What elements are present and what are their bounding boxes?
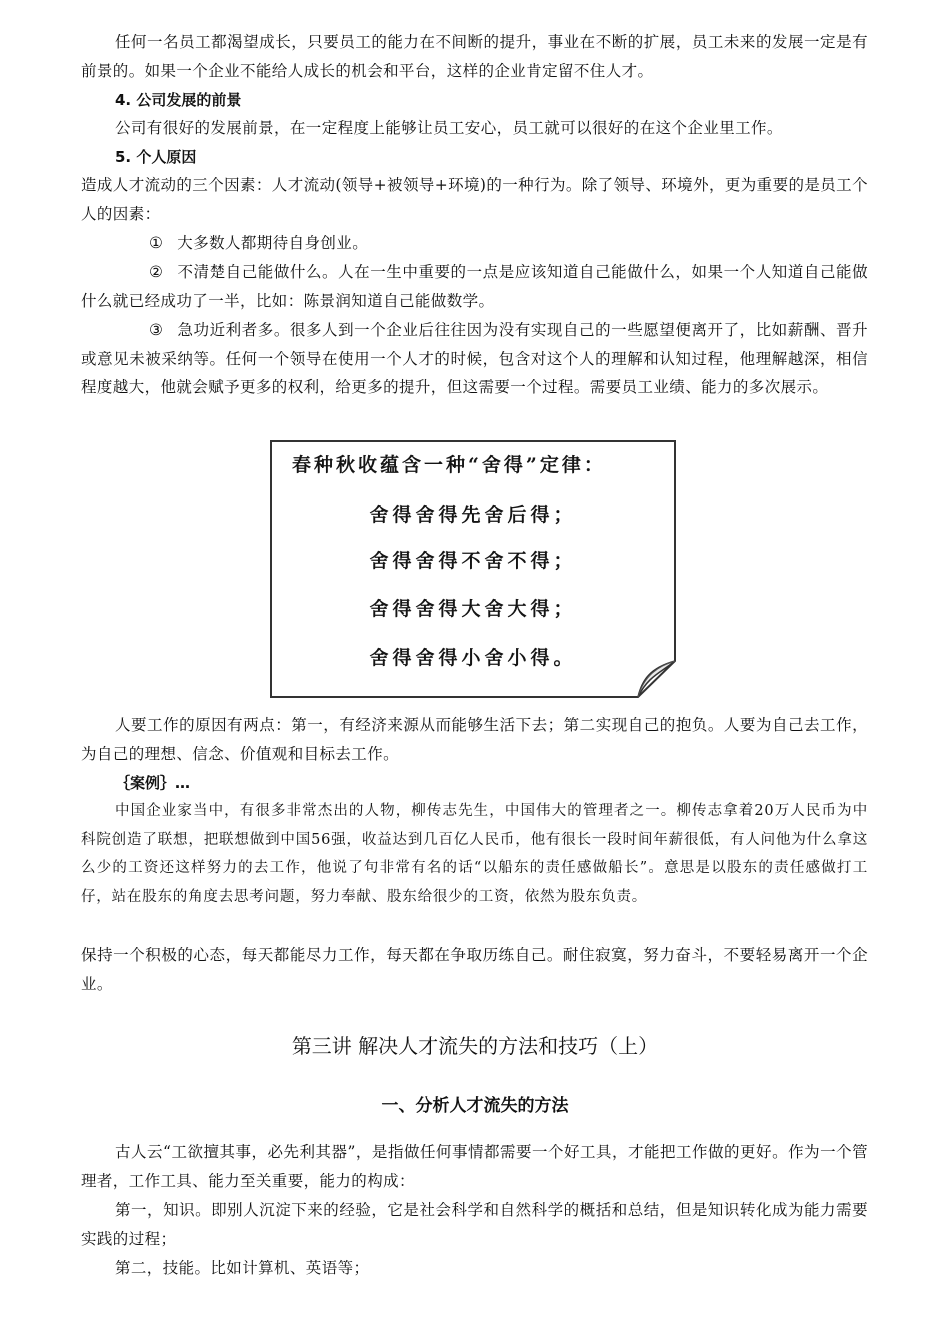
paragraph-positive-attitude	[81, 941, 868, 998]
paragraph-text: 第二，技能。比如计算机、英语等；	[115, 1259, 370, 1277]
list-text: 大多数人都期待自身创业。	[177, 234, 369, 252]
section-title: 一、分析人才流失的方法	[381, 1096, 569, 1116]
paragraph-text: 保持一个积极的心态，每天都能尽力工作，每天都在争取历练自己。耐住寂寞，努力奋斗，不要轻易离开一个企业。	[81, 946, 868, 993]
paragraph-growth	[81, 28, 868, 85]
note-line-2: 舍得舍得先舍后得；	[369, 504, 577, 526]
paragraph-skills	[81, 1254, 868, 1283]
paragraph-reasons-to-work	[81, 711, 868, 768]
heading-company-prospects	[81, 86, 868, 114]
case-label	[81, 769, 868, 797]
list-number: ③	[149, 321, 164, 339]
note-line-5: 舍得舍得小舍小得。	[369, 647, 577, 669]
case-label-text: ｛案例｝…	[115, 774, 191, 792]
paragraph-prospects	[81, 114, 868, 143]
heading-personal-reasons	[81, 143, 868, 171]
paragraph-text: 第一，知识。即别人沉淀下来的经验，它是社会科学和自然科学的概括和总结，但是知识转化成为能力需要实践的过程；	[81, 1201, 868, 1248]
list-text: 急功近利者多。很多人到一个企业后往往因为没有实现自己的一些愿望便离开了，比如薪酬、晋升或意见未被采纳等。任何一个领导在使用一个人才的时候，包含对这个人的理解和认知过程，他理解越深，相信程度越大，他就会赋予更多的权利，给更多的提升，但这需要一个过程。需要员工业绩、能力的多次展示。	[81, 321, 868, 396]
list-item-3	[81, 316, 868, 402]
sheli-note-image	[270, 440, 676, 698]
note-text	[270, 440, 676, 698]
paragraph-knowledge	[81, 1196, 868, 1253]
list-text: 不清楚自己能做什么。人在一生中重要的一点是应该知道自己能做什么，如果一个人知道自己能做什么就已经成功了一半，比如：陈景润知道自己能做数学。	[81, 263, 868, 310]
paragraph-text: 造成人才流动的三个因素：人才流动(领导+被领导+环境)的一种行为。除了领导、环境外，更为重要的是员工个人的因素：	[81, 176, 868, 223]
paragraph-tools	[81, 1138, 868, 1195]
lecture-title: 第三讲 解决人才流失的方法和技巧（上）	[291, 1034, 659, 1058]
note-line-1: 春种秋收蕴含一种“舍得”定律：	[292, 454, 606, 476]
note-line-3: 舍得舍得不舍不得；	[369, 550, 577, 572]
case-paragraph	[81, 797, 868, 911]
heading-text: 5. 个人原因	[115, 148, 197, 166]
note-line-4: 舍得舍得大舍大得；	[369, 598, 577, 620]
list-number: ②	[149, 263, 164, 281]
paragraph-text: 公司有很好的发展前景，在一定程度上能够让员工安心，员工就可以很好的在这个企业里工作。	[115, 119, 783, 137]
paragraph-text: 古人云“工欲擅其事，必先利其器”，是指做任何事情都需要一个好工具，才能把工作做的更好。作为一个管理者，工作工具、能力至关重要，能力的构成：	[81, 1143, 868, 1190]
paragraph-text: 人要工作的原因有两点：第一，有经济来源从而能够生活下去；第二实现自己的抱负。人要为自己去工作，为自己的理想、信念、价值观和目标去工作。	[81, 716, 868, 763]
case-text: 中国企业家当中，有很多非常杰出的人物，柳传志先生，中国伟大的管理者之一。柳传志拿着20万人民币为中科院创造了联想，把联想做到中国56强，收益达到几百亿人民币，他有很长一段时间年薪很低，有人问他为什么拿这么少的工资还这样努力的去工作，他说了句非常有名的话“以船东的责任感做船长”。意思是以股东的责任感做打工仔，站在股东的角度去思考问题，努力奉献、股东给很少的工资，依然为股东负责。	[81, 803, 868, 905]
list-item-1	[81, 229, 868, 258]
paragraph-three-factors	[81, 171, 868, 228]
paragraph-text: 任何一名员工都渴望成长，只要员工的能力在不间断的提升，事业在不断的扩展，员工未来的发展一定是有前景的。如果一个企业不能给人成长的机会和平台，这样的企业肯定留不住人才。	[81, 33, 868, 80]
list-item-2	[81, 258, 868, 315]
heading-text: 4. 公司发展的前景	[115, 91, 242, 109]
list-number: ①	[149, 234, 164, 252]
